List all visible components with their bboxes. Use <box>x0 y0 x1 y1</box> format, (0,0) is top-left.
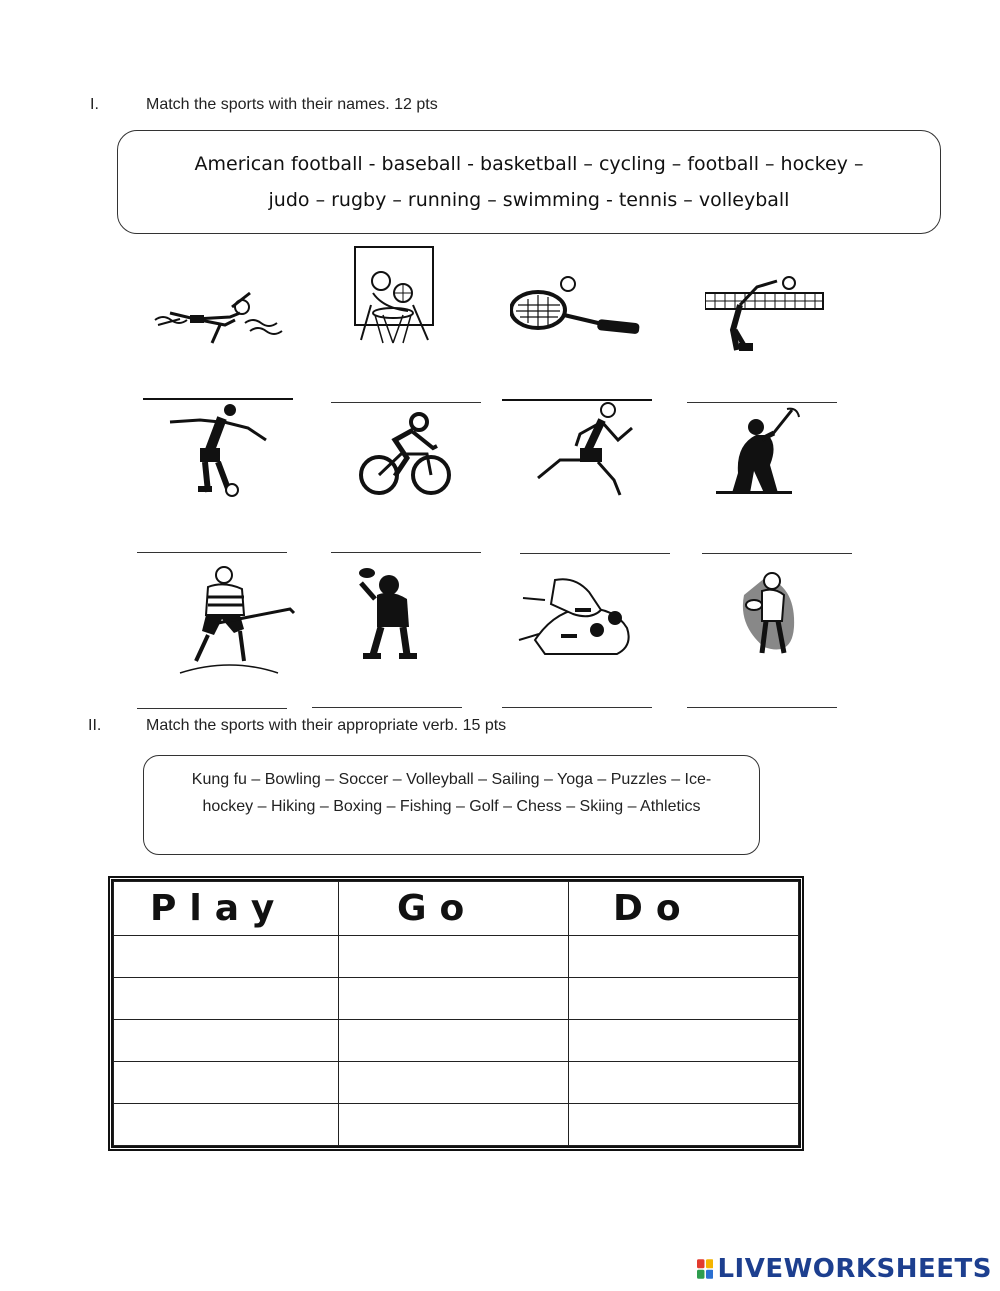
table-cell[interactable] <box>114 978 339 1020</box>
table-cell[interactable] <box>339 978 569 1020</box>
table-cell[interactable] <box>569 1104 799 1146</box>
liveworksheets-logo[interactable] <box>697 1253 992 1285</box>
table-cell[interactable] <box>339 936 569 978</box>
section-1-number: I. <box>90 96 99 113</box>
table-cell[interactable] <box>339 1104 569 1146</box>
header-go: Go <box>339 882 569 936</box>
swimmer-icon <box>150 285 285 350</box>
word-bank-1-line-1: American football - baseball - basketball – cycling – football – hockey – <box>194 153 864 175</box>
table-cell[interactable] <box>569 1062 799 1104</box>
answer-blank-1[interactable] <box>143 398 293 400</box>
word-bank-2 <box>143 755 760 855</box>
answer-blank-12[interactable] <box>687 707 837 708</box>
answer-blank-8[interactable] <box>702 553 852 554</box>
answer-blank-11[interactable] <box>502 707 652 708</box>
word-bank-1 <box>117 130 941 234</box>
header-do: Do <box>569 882 799 936</box>
section-1-title: Match the sports with their names. 12 pts <box>146 96 438 113</box>
table-cell[interactable] <box>569 1020 799 1062</box>
tennis-racket-icon <box>510 275 642 337</box>
section-2-title: Match the sports with their appropriate verb. 15 pts <box>146 717 507 734</box>
table-cell[interactable] <box>569 978 799 1020</box>
answer-blank-6[interactable] <box>331 552 481 553</box>
answer-blank-7[interactable] <box>520 553 670 554</box>
runner-icon <box>530 400 640 498</box>
hockey-player-icon <box>178 563 298 678</box>
answer-blank-5[interactable] <box>137 552 287 553</box>
table-row <box>114 1062 799 1104</box>
football-player-icon <box>160 402 270 500</box>
judo-icon <box>515 570 645 660</box>
logo-text: LIVEWORKSHEETS <box>717 1254 992 1284</box>
american-football-player-icon <box>355 565 423 665</box>
answer-blank-10[interactable] <box>312 707 462 708</box>
table-cell[interactable] <box>114 1104 339 1146</box>
table-row <box>114 978 799 1020</box>
table-cell[interactable] <box>114 1020 339 1062</box>
basketball-player-icon <box>353 245 435 350</box>
answer-blank-2[interactable] <box>331 402 481 403</box>
table-header-row <box>114 882 799 936</box>
rugby-player-icon <box>738 565 800 660</box>
logo-blocks-icon <box>697 1256 713 1282</box>
table-row <box>114 936 799 978</box>
volleyball-player-icon <box>705 275 830 357</box>
table-row <box>114 1104 799 1146</box>
table-cell[interactable] <box>569 936 799 978</box>
verb-table <box>108 876 804 1151</box>
table-row <box>114 1020 799 1062</box>
word-bank-2-line-2: hockey – Hiking – Boxing – Fishing – Golf – Chess – Skiing – Athletics <box>202 798 701 815</box>
header-play: Play <box>114 882 339 936</box>
word-bank-2-line-1: Kung fu – Bowling – Soccer – Volleyball – Sailing – Yoga – Puzzles – Ice- <box>191 771 712 788</box>
section-2-number: II. <box>88 717 102 734</box>
table-cell[interactable] <box>114 936 339 978</box>
cyclist-icon <box>357 410 452 500</box>
table-cell[interactable] <box>114 1062 339 1104</box>
answer-blank-4[interactable] <box>687 402 837 403</box>
word-bank-1-line-2: judo – rugby – running – swimming - tennis – volleyball <box>268 189 790 211</box>
table-cell[interactable] <box>339 1062 569 1104</box>
table-cell[interactable] <box>339 1020 569 1062</box>
answer-blank-9[interactable] <box>137 708 287 709</box>
baseball-batter-icon <box>712 405 807 497</box>
